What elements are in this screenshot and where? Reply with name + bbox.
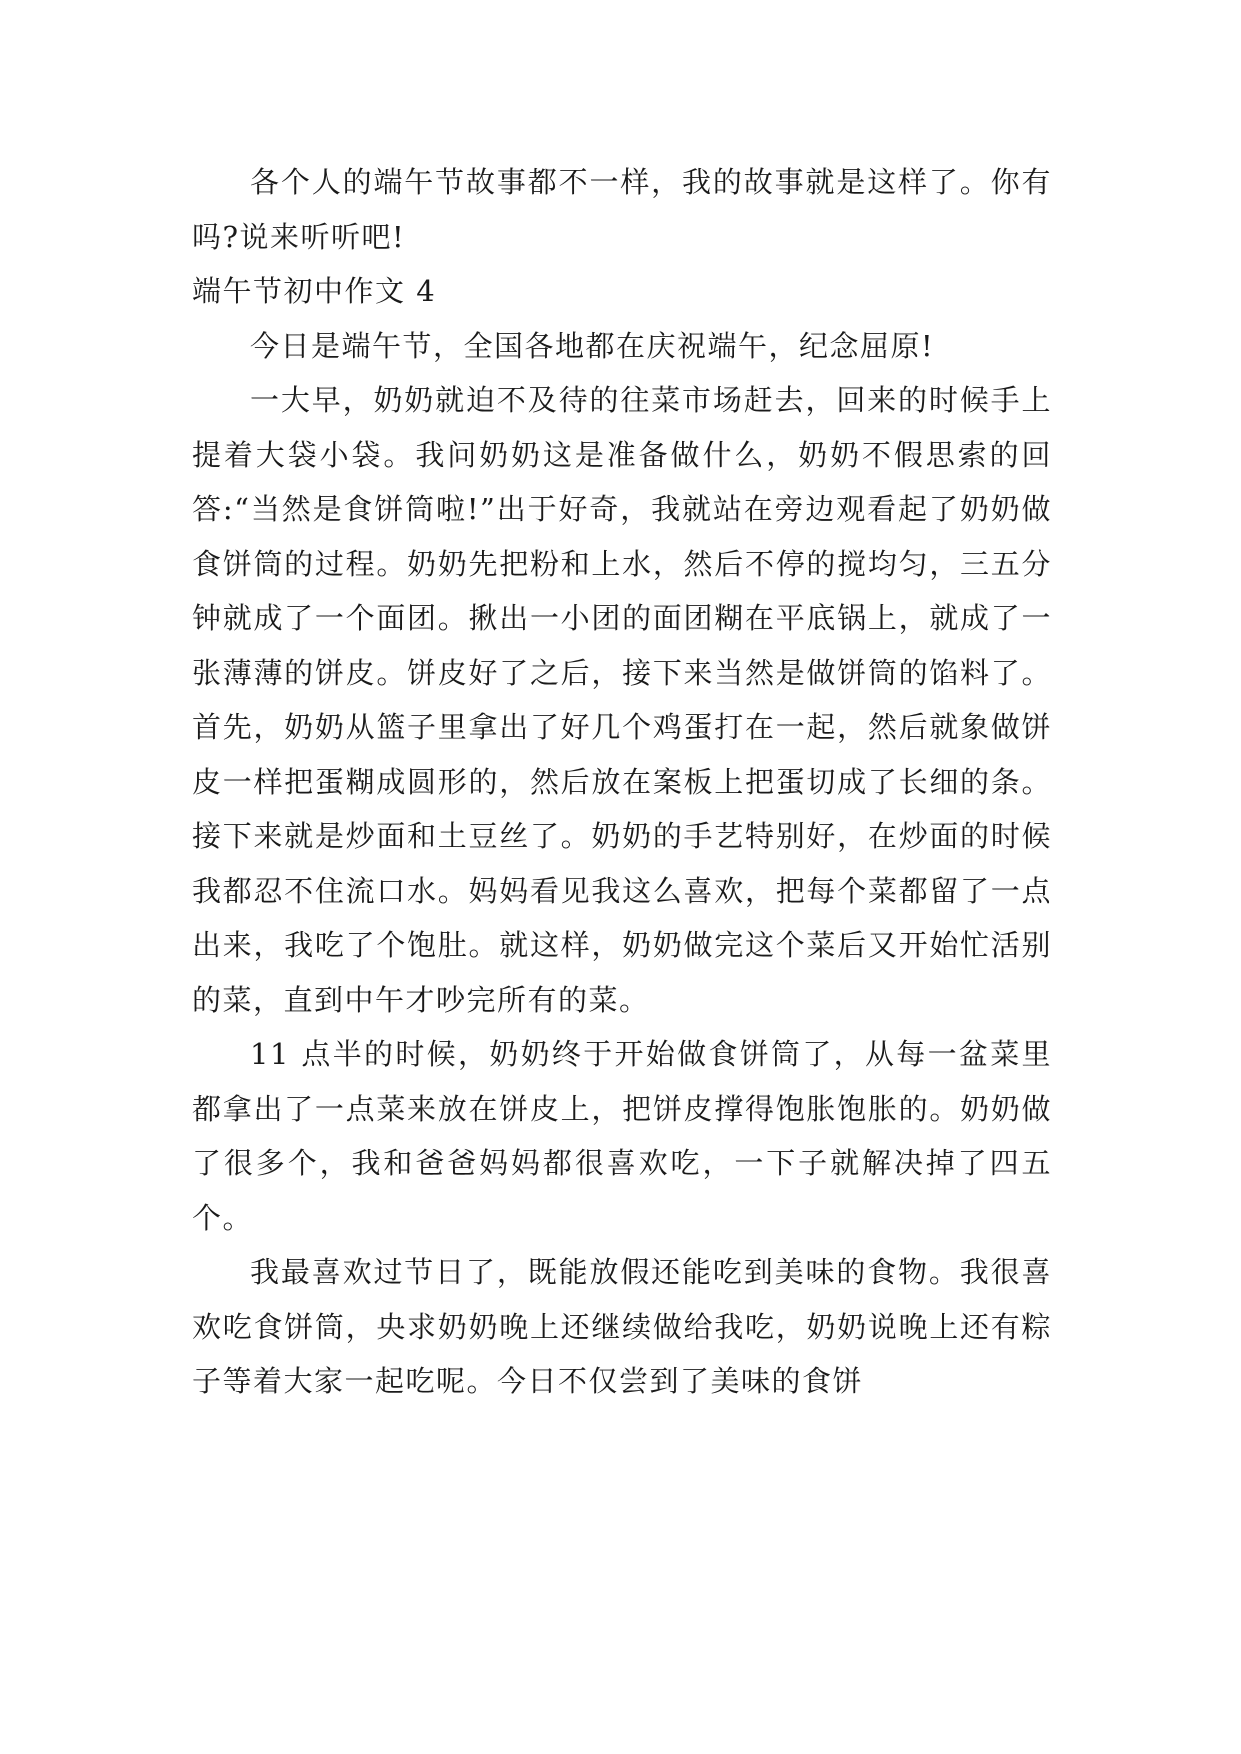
essay-heading: 端午节初中作文 4 (192, 274, 437, 308)
paragraph-story-ending: 各个人的端午节故事都不一样，我的故事就是这样了。你有吗?说来听听吧! (192, 165, 1052, 254)
paragraph-closing: 我最喜欢过节日了，既能放假还能吃到美味的食物。我很喜欢吃食饼筒，央求奶奶晚上还继续做给我吃，奶奶说晚上还有粽子等着大家一起吃呢。今日不仅尝到了美味的食饼 (192, 1255, 1052, 1398)
paragraph-morning: 一大早，奶奶就迫不及待的往菜市场赶去，回来的时候手上提着大袋小袋。我问奶奶这是准备做什么，奶奶不假思索的回答:“当然是食饼筒啦!”出于好奇，我就站在旁边观看起了奶奶做食饼筒的过程。奶奶先把粉和上水，然后不停的搅均匀，三五分钟就成了一个面团。揪出一小团的面团糊在平底锅上，就成了一张薄薄的饼皮。饼皮好了之后，接下来当然是做饼筒的馅料了。首先，奶奶从篮子里拿出了好几个鸡蛋打在一起，然后就象做饼皮一样把蛋糊成圆形的，然后放在案板上把蛋切成了长细的条。接下来就是炒面和土豆丝了。奶奶的手艺特别好，在炒面的时候我都忍不住流口水。妈妈看见我这么喜欢，把每个菜都留了一点出来，我吃了个饱肚。就这样，奶奶做完这个菜后又开始忙活别的菜，直到中午才吵完所有的菜。 (192, 383, 1052, 1017)
paragraph-noon: 11 点半的时候，奶奶终于开始做食饼筒了，从每一盆菜里都拿出了一点菜来放在饼皮上，把饼皮撑得饱胀饱胀的。奶奶做了很多个，我和爸爸妈妈都很喜欢吃，一下子就解决掉了四五个。 (192, 1037, 1052, 1235)
paragraph-intro: 今日是端午节，全国各地都在庆祝端午，纪念屈原! (250, 328, 935, 363)
document-body (192, 155, 1052, 1409)
